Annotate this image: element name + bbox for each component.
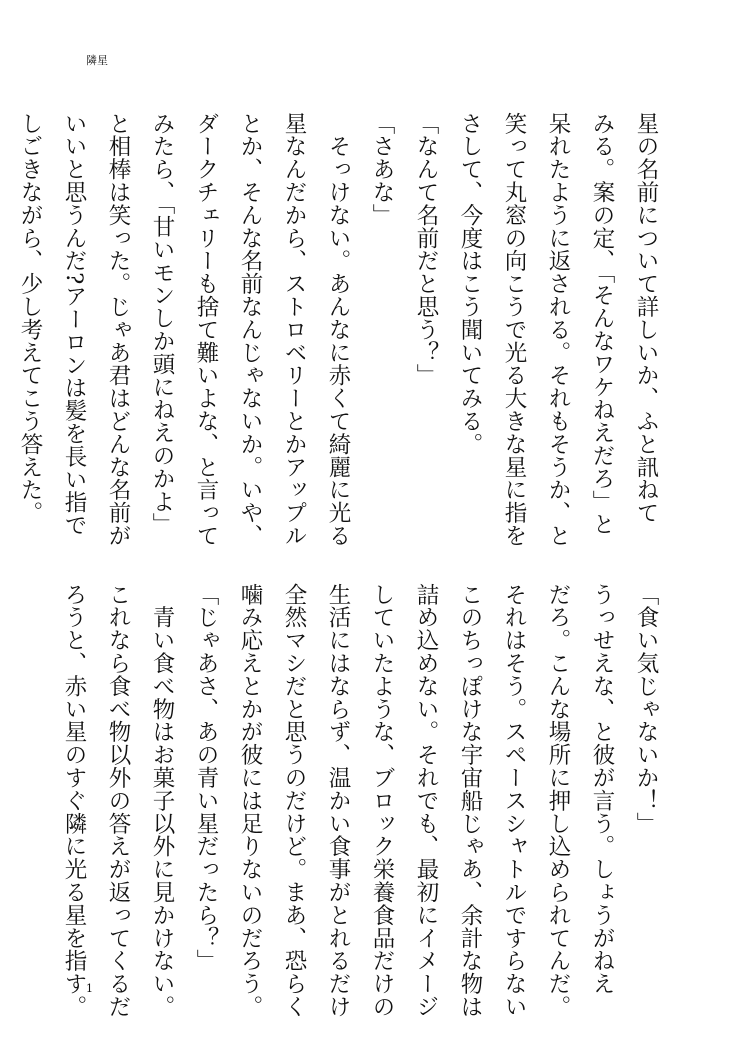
- page-header-title: 隣星: [86, 54, 108, 67]
- text-line: 青い食べ物はお菓子以外に見かけない。: [149, 583, 175, 1019]
- text-line: 生活にはならず、温かい食事がとれるだけ: [325, 583, 351, 1019]
- page-number: 1: [86, 982, 93, 995]
- text-line: しごきながら、少し考えてこう答えた。: [17, 112, 43, 525]
- text-line: 噛み応えとかが彼には足りないのだろう。: [237, 583, 263, 1019]
- text-line: さして、今度はこう聞いてみる。: [457, 112, 483, 456]
- lower-text-block: [61, 583, 668, 1019]
- text-line: 星の名前について詳しいか、ふと訊ねて: [633, 112, 659, 525]
- text-line: このちっぽけな宇宙船じゃあ、余計な物は: [457, 583, 483, 1019]
- text-line: 「なんて名前だと思う？」: [413, 112, 439, 387]
- text-line: 詰め込めない。それでも、最初にイメージ: [413, 583, 439, 1019]
- text-line: とか、そんな名前なんじゃないか。いや、: [237, 112, 263, 548]
- text-line: うっせえな、と彼が言う。しょうがねえ: [589, 583, 615, 996]
- text-line: 全然マシだと思うのだけど。まあ、恐らく: [281, 583, 307, 1019]
- text-line: 「さあな」: [369, 112, 395, 227]
- text-line: と相棒は笑った。じゃあ君はどんな名前が: [105, 112, 131, 548]
- text-line: 「じゃあさ、あの青い星だったら？」: [193, 583, 219, 973]
- text-line: そっけない。あんなに赤くて綺麗に光る: [325, 112, 351, 548]
- text-line: ろうと、赤い星のすぐ隣に光る星を指す。: [61, 583, 87, 1019]
- text-line: みたら、「甘いモンしか頭にねえのかよ」: [149, 112, 175, 536]
- text-line: それはそう。スペースシャトルですらない: [501, 583, 527, 1019]
- text-line: [0, 112, 8, 512]
- text-line: 「食い気じゃないか！」: [633, 583, 659, 835]
- upper-text-block: [17, 112, 668, 548]
- text-line: 笑って丸窓の向こうで光る大きな星に指を: [501, 112, 527, 548]
- text-line: 呆れたように返される。それもそうか、と: [545, 112, 571, 548]
- text-line: だろ。こんな場所に押し込められてんだ。: [545, 583, 571, 1019]
- text-line: いいと思うんだ?アーロンは髪を長い指で: [61, 112, 87, 537]
- text-line: ダークチェリーも捨て難いよな、と言って: [193, 112, 219, 548]
- text-line: これなら食べ物以外の答えが返ってくるだ: [105, 583, 131, 1019]
- text-line: していたような、ブロック栄養食品だけの: [369, 583, 395, 1019]
- text-line: 星なんだから、ストロベリーとかアップル: [281, 112, 307, 548]
- text-line: みる。案の定、「そんなワケねえだろ」と: [589, 112, 615, 536]
